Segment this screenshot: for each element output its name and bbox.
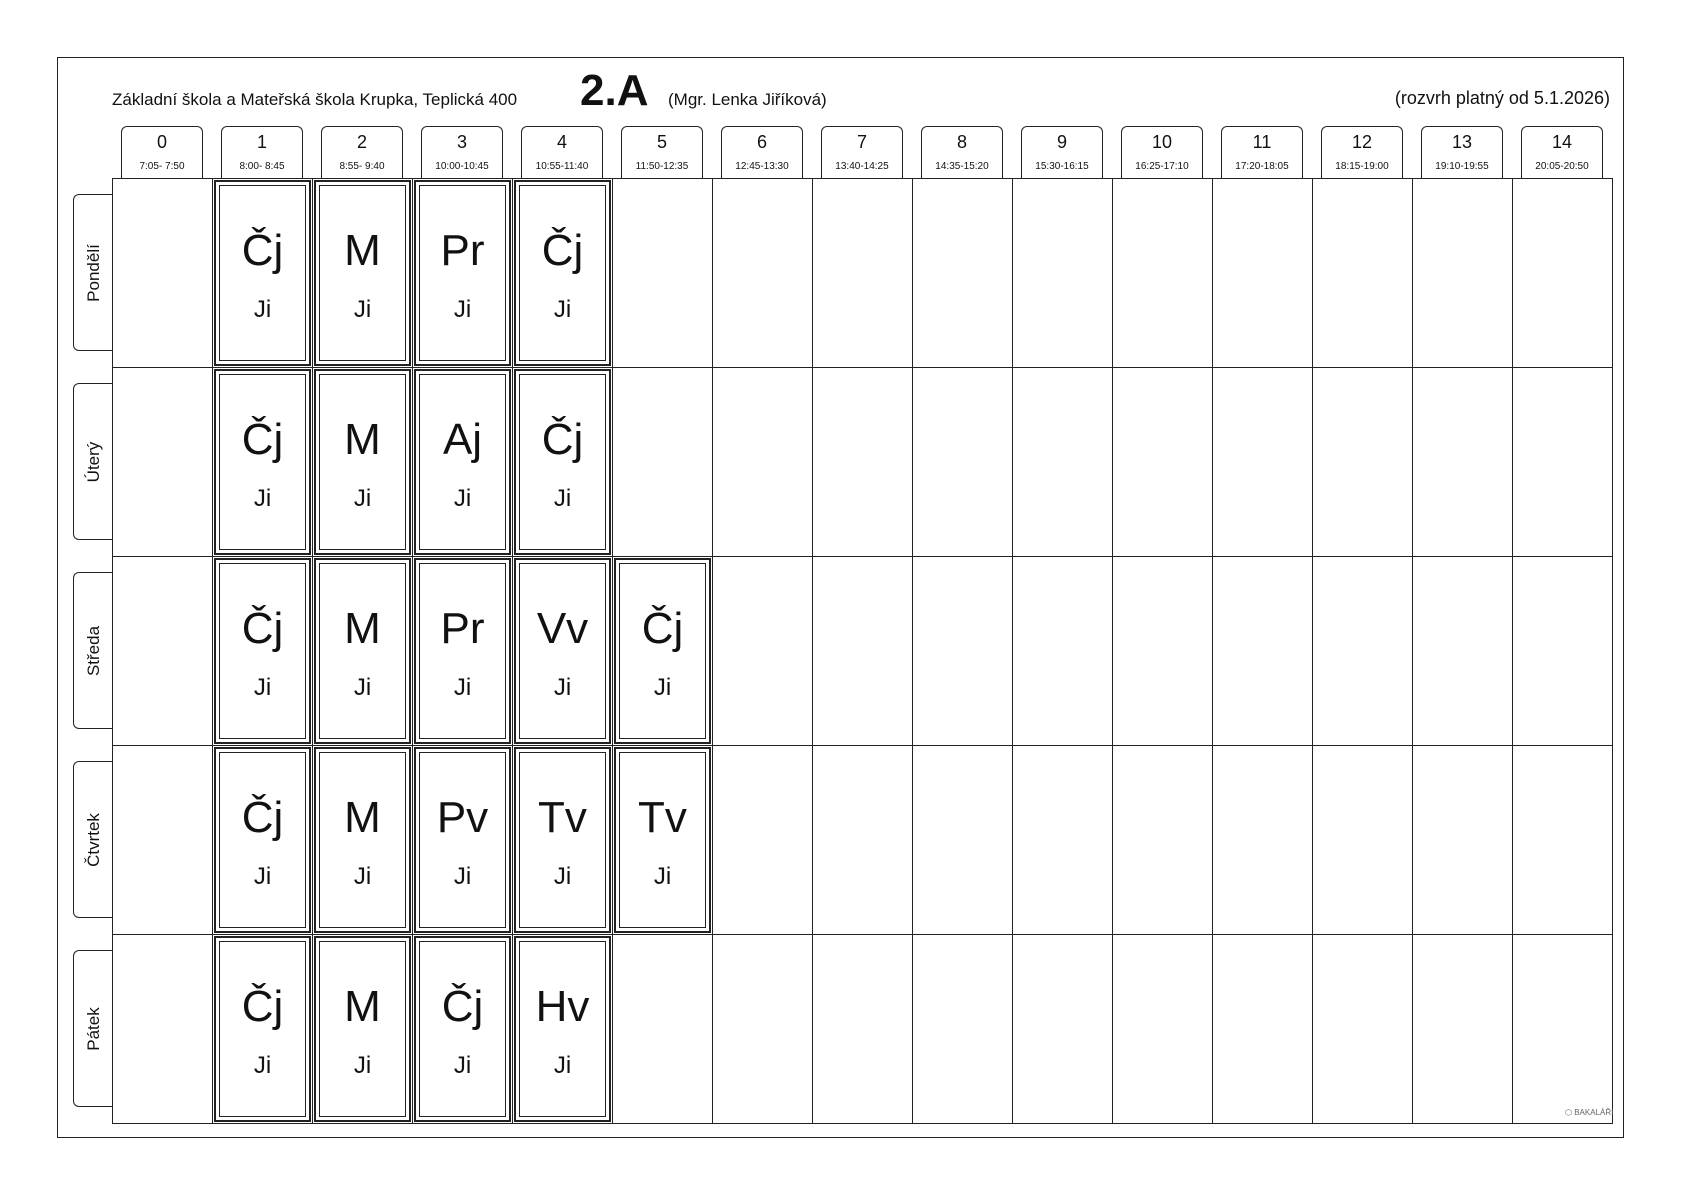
timetable-cell: [112, 745, 213, 935]
lesson-card[interactable]: [214, 369, 311, 555]
timetable-cell: [812, 367, 913, 557]
lesson-subject: M: [344, 982, 381, 1031]
period-header: [421, 126, 503, 179]
lesson-teacher: Ji: [553, 863, 572, 890]
timetable-cell: [612, 367, 713, 557]
period-time: 15:30-16:15: [1035, 161, 1089, 172]
period-time: 8:00- 8:45: [239, 161, 285, 172]
timetable-cell: [1112, 556, 1213, 746]
timetable-cell: [1412, 556, 1513, 746]
timetable-cell: [812, 178, 913, 368]
lesson-card[interactable]: [314, 558, 411, 744]
lesson-teacher: Ji: [653, 674, 672, 701]
timetable-cell: [912, 367, 1013, 557]
period-header: [721, 126, 803, 179]
lesson-subject: Hv: [535, 982, 590, 1031]
lesson-subject: Vv: [536, 604, 589, 653]
timetable-cell: [1412, 934, 1513, 1124]
period-time: 10:55-11:40: [535, 161, 589, 172]
timetable-cell: [712, 556, 813, 746]
timetable-cell: [112, 178, 213, 368]
bakalari-logo-icon: ⬡: [1565, 1108, 1572, 1117]
period-time: 8:55- 9:40: [339, 161, 385, 172]
lesson-teacher: Ji: [253, 485, 272, 512]
valid-from: (rozvrh platný od 5.1.2026): [1394, 88, 1610, 108]
lesson-inner-border: [419, 941, 506, 1117]
timetable-grid: [112, 178, 1612, 1123]
timetable-cell: [1012, 178, 1113, 368]
lesson-subject: Pr: [440, 604, 485, 653]
timetable-cell: [912, 934, 1013, 1124]
lesson-card[interactable]: [514, 369, 611, 555]
logo-text: BAKALÁŘI: [1574, 1108, 1614, 1117]
period-header: [821, 126, 903, 179]
day-header: [73, 761, 113, 918]
timetable-cell: [612, 178, 713, 368]
timetable-cell: [712, 178, 813, 368]
period-number: 2: [356, 132, 367, 152]
lesson-inner-border: [419, 374, 506, 550]
period-number: 14: [1551, 132, 1573, 152]
lesson-teacher: Ji: [253, 863, 272, 890]
period-time: 17:20-18:05: [1235, 161, 1289, 172]
lesson-subject: Aj: [442, 415, 483, 464]
lesson-card[interactable]: [514, 180, 611, 366]
lesson-subject: Čj: [541, 226, 584, 275]
period-time: 20:05-20:50: [1535, 161, 1589, 172]
period-time: 13:40-14:25: [835, 161, 889, 172]
period-number: 1: [256, 132, 267, 152]
day-label: Úterý: [83, 441, 103, 482]
period-time: 19:10-19:55: [1435, 161, 1489, 172]
lesson-card[interactable]: [614, 558, 711, 744]
lesson-card[interactable]: [214, 180, 311, 366]
lesson-subject: Tv: [538, 793, 587, 842]
lesson-subject: M: [344, 793, 381, 842]
timetable-cell: [812, 934, 913, 1124]
lesson-subject: Čj: [641, 604, 684, 653]
school-name: Základní škola a Mateřská škola Krupka, Teplická 400: [112, 90, 518, 109]
timetable-cell: [1112, 367, 1213, 557]
timetable-cell: [1412, 745, 1513, 935]
period-time: 16:25-17:10: [1135, 161, 1189, 172]
period-header: [921, 126, 1003, 179]
period-header: [121, 126, 203, 179]
timetable-cell: [1512, 178, 1613, 368]
lesson-subject: Čj: [241, 793, 284, 842]
lesson-teacher: Ji: [253, 674, 272, 701]
lesson-inner-border: [319, 563, 406, 739]
timetable-cell: [112, 934, 213, 1124]
timetable-cell: [1312, 556, 1413, 746]
lesson-teacher: Ji: [553, 485, 572, 512]
lesson-subject: Pv: [436, 793, 489, 842]
lesson-teacher: Ji: [353, 485, 372, 512]
lesson-inner-border: [319, 941, 406, 1117]
timetable-cell: [1412, 178, 1513, 368]
lesson-card[interactable]: [414, 936, 511, 1122]
lesson-subject: Čj: [241, 604, 284, 653]
lesson-subject: Čj: [541, 415, 584, 464]
day-header: [73, 950, 113, 1107]
timetable-cell: [112, 556, 213, 746]
timetable-cell: [612, 934, 713, 1124]
period-header: [521, 126, 603, 179]
day-header: [73, 572, 113, 729]
lesson-inner-border: [219, 752, 306, 928]
lesson-subject: Čj: [441, 982, 484, 1031]
lesson-inner-border: [519, 752, 606, 928]
lesson-inner-border: [219, 563, 306, 739]
lesson-teacher: Ji: [253, 1052, 272, 1079]
day-label: Středa: [83, 625, 103, 676]
lesson-subject: Čj: [241, 415, 284, 464]
lesson-inner-border: [419, 752, 506, 928]
timetable-cell: [912, 556, 1013, 746]
lesson-card[interactable]: [314, 936, 411, 1122]
timetable-cell: [112, 367, 213, 557]
lesson-teacher: Ji: [553, 674, 572, 701]
lesson-subject: Čj: [241, 226, 284, 275]
lesson-card[interactable]: [514, 747, 611, 933]
period-number: 13: [1451, 132, 1473, 152]
lesson-inner-border: [519, 185, 606, 361]
lesson-subject: Tv: [638, 793, 687, 842]
period-time: 10:00-10:45: [435, 161, 489, 172]
lesson-card[interactable]: [314, 369, 411, 555]
timetable-cell: [1512, 934, 1613, 1124]
timetable-cell: [1412, 367, 1513, 557]
lesson-inner-border: [519, 563, 606, 739]
lesson-teacher: Ji: [353, 1052, 372, 1079]
lesson-subject: M: [344, 415, 381, 464]
lesson-inner-border: [319, 374, 406, 550]
lesson-card[interactable]: [314, 747, 411, 933]
period-header: [221, 126, 303, 179]
lesson-card[interactable]: [514, 558, 611, 744]
lesson-inner-border: [419, 185, 506, 361]
lesson-subject: M: [344, 604, 381, 653]
day-label: Pondělí: [83, 243, 103, 302]
lesson-teacher: Ji: [453, 674, 472, 701]
lesson-teacher: Ji: [353, 863, 372, 890]
period-header: [1421, 126, 1503, 179]
lesson-card[interactable]: [214, 936, 311, 1122]
day-label: Pátek: [83, 1006, 103, 1051]
period-time: 11:50-12:35: [635, 161, 689, 172]
timetable-cell: [1012, 934, 1113, 1124]
period-number: 4: [556, 132, 567, 152]
lesson-subject: Pr: [440, 226, 485, 275]
lesson-inner-border: [219, 374, 306, 550]
lesson-teacher: Ji: [353, 296, 372, 323]
timetable-cell: [1512, 745, 1613, 935]
timetable-cell: [712, 367, 813, 557]
lesson-inner-border: [519, 941, 606, 1117]
lesson-inner-border: [319, 752, 406, 928]
lesson-inner-border: [319, 185, 406, 361]
period-number: 5: [656, 132, 667, 152]
lesson-teacher: Ji: [653, 863, 672, 890]
timetable-cell: [912, 745, 1013, 935]
lesson-card[interactable]: [214, 558, 311, 744]
lesson-inner-border: [219, 185, 306, 361]
period-number: 9: [1056, 132, 1067, 152]
timetable-cell: [812, 556, 913, 746]
period-header: [1521, 126, 1603, 179]
timetable-cell: [1212, 745, 1313, 935]
period-time: 14:35-15:20: [935, 161, 989, 172]
period-number: 3: [456, 132, 467, 152]
timetable-cell: [1212, 934, 1313, 1124]
period-number: 10: [1151, 132, 1173, 152]
lesson-subject: M: [344, 226, 381, 275]
day-header: [73, 194, 113, 351]
timetable-cell: [1112, 178, 1213, 368]
timetable-cell: [712, 934, 813, 1124]
timetable-cell: [1212, 178, 1313, 368]
lesson-card[interactable]: [314, 180, 411, 366]
period-header: [1221, 126, 1303, 179]
period-header: [1121, 126, 1203, 179]
lesson-card[interactable]: [414, 558, 511, 744]
period-header: [321, 126, 403, 179]
lesson-inner-border: [619, 752, 706, 928]
lesson-teacher: Ji: [253, 296, 272, 323]
lesson-card[interactable]: [614, 747, 711, 933]
timetable-cell: [912, 178, 1013, 368]
timetable-cell: [1012, 367, 1113, 557]
timetable-cell: [1512, 367, 1613, 557]
lesson-subject: Čj: [241, 982, 284, 1031]
lesson-inner-border: [419, 563, 506, 739]
bakalari-logo: [1565, 1108, 1613, 1117]
period-time: 7:05- 7:50: [139, 161, 185, 172]
lesson-teacher: Ji: [353, 674, 372, 701]
lesson-inner-border: [219, 941, 306, 1117]
timetable-cell: [1012, 556, 1113, 746]
lesson-teacher: Ji: [453, 296, 472, 323]
timetable-cell: [1312, 745, 1413, 935]
period-header: [621, 126, 703, 179]
lesson-teacher: Ji: [553, 296, 572, 323]
period-header: [1321, 126, 1403, 179]
class-name: 2.A: [580, 66, 649, 115]
period-number: 12: [1351, 132, 1373, 152]
period-header: [1021, 126, 1103, 179]
lesson-teacher: Ji: [453, 863, 472, 890]
timetable-cell: [1212, 556, 1313, 746]
lesson-inner-border: [619, 563, 706, 739]
period-number: 6: [756, 132, 767, 152]
lesson-teacher: Ji: [453, 1052, 472, 1079]
timetable-cell: [1312, 178, 1413, 368]
timetable-cell: [1112, 934, 1213, 1124]
timetable-cell: [1012, 745, 1113, 935]
lesson-inner-border: [519, 374, 606, 550]
day-header: [73, 383, 113, 540]
period-number: 11: [1252, 132, 1272, 152]
class-teacher: (Mgr. Lenka Jiříková): [668, 90, 827, 109]
timetable-cell: [1312, 367, 1413, 557]
period-time: 18:15-19:00: [1335, 161, 1389, 172]
lesson-card[interactable]: [414, 747, 511, 933]
lesson-card[interactable]: [414, 369, 511, 555]
lesson-card[interactable]: [414, 180, 511, 366]
timetable-cell: [1112, 745, 1213, 935]
timetable-cell: [1512, 556, 1613, 746]
lesson-teacher: Ji: [553, 1052, 572, 1079]
period-number: 0: [156, 132, 167, 152]
lesson-card[interactable]: [214, 747, 311, 933]
period-number: 8: [956, 132, 967, 152]
timetable-cell: [1212, 367, 1313, 557]
lesson-card[interactable]: [514, 936, 611, 1122]
timetable-cell: [1312, 934, 1413, 1124]
period-time: 12:45-13:30: [735, 161, 789, 172]
period-number: 7: [856, 132, 867, 152]
timetable-cell: [712, 745, 813, 935]
day-label: Čtvrtek: [83, 812, 103, 867]
timetable-cell: [812, 745, 913, 935]
lesson-teacher: Ji: [453, 485, 472, 512]
